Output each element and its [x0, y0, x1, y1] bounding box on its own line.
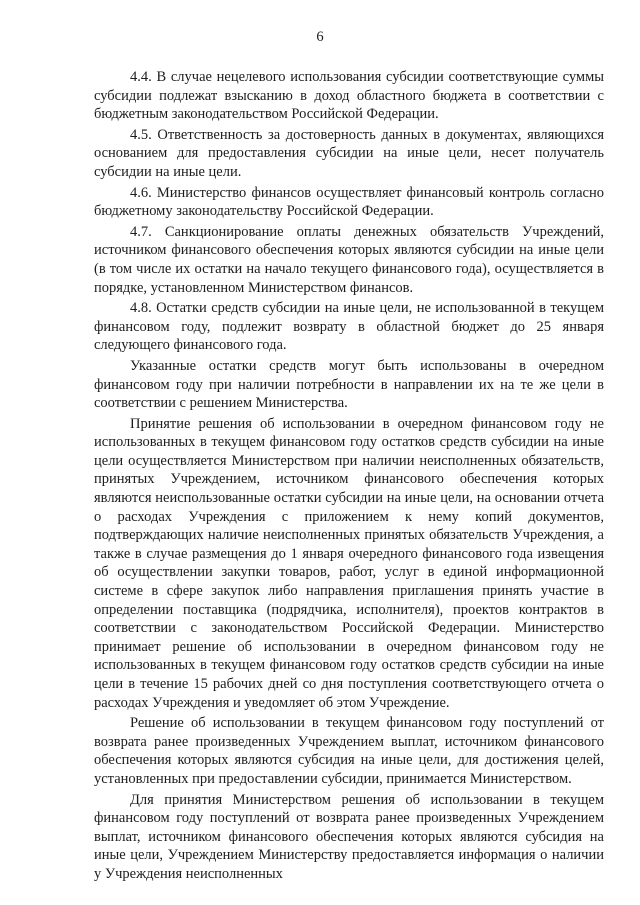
- paragraph-4-4: 4.4. В случае нецелевого использования субсидии соответствующие суммы субсидии подлежат взысканию в доход областного бюджета в соответствии с бюджетным законодательством Российской Федерации.: [94, 69, 604, 123]
- paragraph-4-6: 4.6. Министерство финансов осуществляет финансовый контроль согласно бюджетному законодательству Российской Федерации.: [94, 184, 604, 220]
- paragraph-decision-on-balances: Принятие решения об использовании в очередном финансовом году не использованных в текущем финансовом году остатков средств субсидии на иные цели осуществляется Министерством при наличии неисполненных обязательств, принятых Учреждением, источником финансового обеспечения которых являются неиспользованные остатки субсидии на иные цели, на основании отчета о расходах Учреждения с приложением к нему копий документов, подтверждающих наличие неисполненных принятых обязательств Учреждения, а также в случае размещения до 1 января очередного финансового года извещения об осуществлении закупки товаров, работ, услуг в единой информационной системе в сфере закупок либо направления приглашения принять участие в определении поставщика (подрядчика, исполнителя), проектов контрактов в соответствии с законодательством Российской Федерации. Министерство принимает решение об использовании в очередном финансовом году не использованных в текущем финансовом году остатков средств субсидии на иные цели в течение 15 рабочих дней со дня поступления соответствующего отчета о расходах Учреждения и уведомляет об этом Учреждение.: [94, 415, 604, 711]
- paragraph-decision-on-returns: Решение об использовании в текущем финансовом году поступлений от возврата ранее произведенных Учреждением выплат, источником финансового обеспечения которых являются субсидия на иные цели, для достижения целей, установленных при предоставлении субсидии, принимается Министерством.: [94, 715, 604, 787]
- paragraph-remaining-balances: Указанные остатки средств могут быть использованы в очередном финансовом году при наличии потребности в направлении их на те же цели в соответствии с решением Министерства.: [94, 357, 604, 412]
- page-number: 6: [316, 29, 324, 45]
- paragraph-4-8: 4.8. Остатки средств субсидии на иные цели, не использованной в текущем финансовом году, подлежит возврату в областной бюджет до 25 января следующего финансового года.: [94, 300, 604, 354]
- paragraph-information-provision: Для принятия Министерством решения об использовании в текущем финансовом году поступлений от возврата ранее произведенных Учреждением выплат, источником финансового обеспечения которых являются субсидия на иные цели, Учреждением Министерству предоставляется информация о наличии у Учреждения неисполненных: [94, 791, 604, 882]
- paragraph-4-5: 4.5. Ответственность за достоверность данных в документах, являющихся основанием для предоставления субсидии на иные цели, несет получатель субсидии на иные цели.: [94, 126, 604, 180]
- document-body: [94, 68, 604, 886]
- paragraph-4-7: 4.7. Санкционирование оплаты денежных обязательств Учреждений, источником финансового обеспечения которых являются субсидии на иные цели (в том числе их остатки на начало текущего финансового года), осуществляется в порядке, установленном Министерством финансов.: [94, 223, 604, 296]
